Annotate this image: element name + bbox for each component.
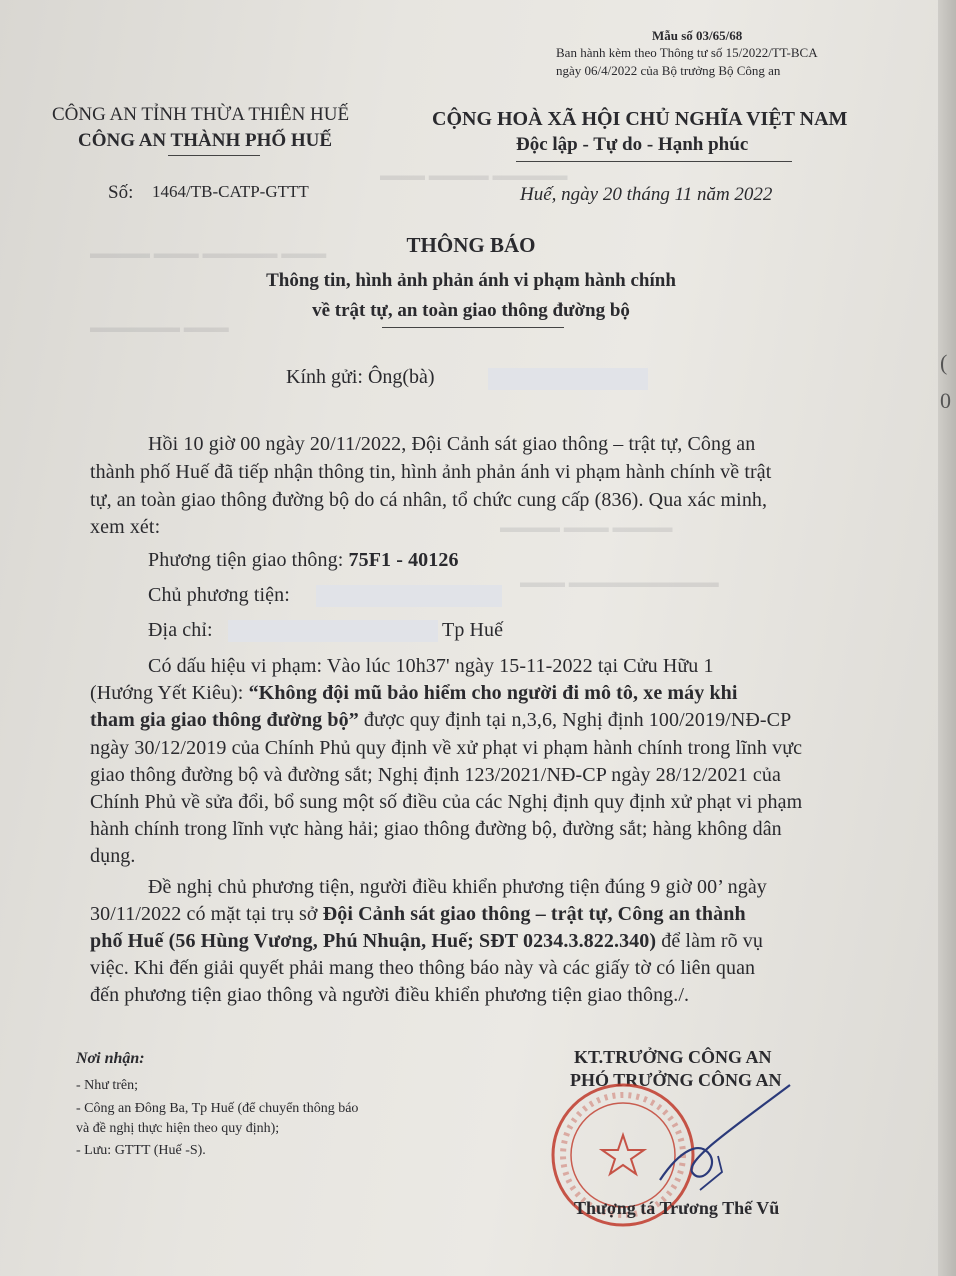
edge-mark: 0 bbox=[940, 388, 951, 413]
violation-line: tham gia giao thông đường bộ” được quy định tại n,3,6, Nghị định 100/2019/NĐ-CP bbox=[90, 709, 792, 731]
recipient-item: - Lưu: GTTT (Huế -S). bbox=[76, 1143, 206, 1158]
request-line: phố Huế (56 Hùng Vương, Phú Nhuận, Huế; SĐT 0234.3.822.340) để làm rõ vụ bbox=[90, 930, 763, 952]
office-name: Đội Cảnh sát giao thông – trật tự, Công an thành bbox=[322, 903, 746, 925]
violation-line: ngày 30/12/2019 của Chính Phủ quy định về xử phạt vi phạm hành chính trong lĩnh vực bbox=[90, 737, 803, 759]
address-city: Tp Huế bbox=[442, 619, 504, 641]
request-line: đến phương tiện giao thông và người điều khiển phương tiện giao thông./. bbox=[90, 984, 690, 1006]
vehicle-label: Phương tiện giao thông: bbox=[148, 549, 344, 571]
redacted-owner bbox=[316, 585, 502, 607]
violation-line: Chính Phủ về sửa đổi, bổ sung một số điều của các Nghị định quy định xử phạt vi phạm bbox=[90, 791, 803, 813]
bleed-through-text: ▬▬▬ ▬▬▬▬ ▬▬▬▬▬ bbox=[380, 168, 568, 184]
violation-description: “Không đội mũ bảo hiểm cho người đi mô tô, xe máy khi bbox=[248, 682, 738, 704]
place-date: Huế, ngày 20 tháng 11 năm 2022 bbox=[520, 184, 773, 205]
request-line: việc. Khi đến giải quyết phải mang theo thông báo này và các giấy tờ có liên quan bbox=[90, 957, 756, 979]
paragraph-line: thành phố Huế đã tiếp nhận thông tin, hình ảnh phản ánh vi phạm hành chính về trật bbox=[90, 461, 772, 483]
subtitle-underline bbox=[382, 327, 564, 328]
violation-line: hành chính trong lĩnh vực hàng hải; giao thông đường bộ, đường sắt; hàng không dân bbox=[90, 818, 782, 840]
document-subtitle: Thông tin, hình ảnh phản ánh vi phạm hành chính bbox=[266, 270, 676, 291]
redacted-name bbox=[488, 368, 648, 390]
doc-number-label: Số: bbox=[108, 182, 134, 203]
issuing-agency: CÔNG AN THÀNH PHỐ HUẾ bbox=[78, 130, 333, 151]
address-label: Địa chỉ: bbox=[148, 619, 213, 641]
request-line: Đề nghị chủ phương tiện, người điều khiển phương tiện đúng 9 giờ 00’ ngày bbox=[148, 876, 767, 898]
violation-line: Có dấu hiệu vi phạm: Vào lúc 10h37' ngày 15-11-2022 tại Cửu Hữu 1 bbox=[148, 655, 714, 677]
edge-mark: ( bbox=[940, 350, 948, 375]
document-subtitle: về trật tự, an toàn giao thông đường bộ bbox=[312, 300, 630, 321]
paragraph-line: Hồi 10 giờ 00 ngày 20/11/2022, Đội Cảnh sát giao thông – trật tự, Công an bbox=[148, 433, 756, 455]
national-title: CỘNG HOÀ XÃ HỘI CHỦ NGHĨA VIỆT NAM bbox=[432, 108, 848, 130]
recipient-item: - Như trên; bbox=[76, 1078, 139, 1093]
agency-underline bbox=[168, 155, 260, 156]
adjacent-page-edge bbox=[938, 0, 956, 1276]
bleed-through-text: ▬▬▬▬ ▬▬▬ ▬▬▬▬ bbox=[500, 520, 673, 536]
signer-name: Thượng tá Trương Thế Vũ bbox=[574, 1198, 780, 1218]
violation-line: dụng. bbox=[90, 845, 136, 867]
form-issued-date: ngày 06/4/2022 của Bộ trưởng Bộ Công an bbox=[556, 63, 781, 78]
bleed-through-text: ▬▬▬▬▬▬ ▬▬▬ bbox=[90, 320, 229, 336]
paragraph-line: tự, an toàn giao thông đường bộ do cá nhân, tổ chức cung cấp (836). Qua xác minh, bbox=[90, 489, 768, 511]
handwritten-signature-icon bbox=[640, 1060, 800, 1200]
signature-title: KT.TRƯỞNG CÔNG AN bbox=[574, 1047, 772, 1067]
document-title: THÔNG BÁO bbox=[406, 233, 536, 257]
office-address: phố Huế (56 Hùng Vương, Phú Nhuận, Huế; SĐT 0234.3.822.340) bbox=[90, 930, 657, 952]
request-line: 30/11/2022 có mặt tại trụ sở Đội Cảnh sát giao thông – trật tự, Công an thành bbox=[90, 903, 746, 925]
license-plate: 75F1 - 40126 bbox=[348, 549, 459, 571]
paragraph-line: xem xét: bbox=[90, 516, 161, 538]
violation-line: (Hướng Yết Kiêu): “Không đội mũ bảo hiểm cho người đi mô tô, xe máy khi bbox=[90, 682, 738, 704]
violation-line: giao thông đường bộ và đường sắt; Nghị định 123/2021/NĐ-CP ngày 28/12/2021 của bbox=[90, 764, 781, 786]
form-number: Mẫu số 03/65/68 bbox=[652, 28, 743, 43]
national-motto: Độc lập - Tự do - Hạnh phúc bbox=[516, 134, 749, 155]
recipient-item: và đề nghị thực hiện theo quy định); bbox=[76, 1121, 280, 1136]
redacted-address bbox=[228, 620, 438, 642]
owner-label: Chủ phương tiện: bbox=[148, 584, 290, 606]
vehicle-line bbox=[148, 549, 459, 572]
bleed-through-text: ▬▬▬ ▬▬▬▬▬▬▬▬▬▬ bbox=[520, 575, 719, 591]
violation-description: tham gia giao thông đường bộ” bbox=[90, 709, 359, 731]
recipient-item: - Công an Đông Ba, Tp Huế (để chuyển thông báo bbox=[76, 1101, 359, 1116]
motto-underline bbox=[516, 161, 792, 162]
bleed-through-text: ▬▬▬▬ ▬▬▬ ▬▬▬▬▬ ▬▬▬ bbox=[90, 246, 327, 262]
greeting: Kính gửi: Ông(bà) bbox=[286, 366, 435, 388]
form-issued-by: Ban hành kèm theo Thông tư số 15/2022/TT-BCA bbox=[556, 45, 818, 60]
doc-number: 1464/TB-CATP-GTTT bbox=[152, 182, 309, 201]
parent-agency: CÔNG AN TỈNH THỪA THIÊN HUẾ bbox=[52, 104, 350, 125]
recipients-heading: Nơi nhận: bbox=[76, 1050, 145, 1067]
signature-title: PHÓ TRƯỞNG CÔNG AN bbox=[570, 1070, 782, 1090]
